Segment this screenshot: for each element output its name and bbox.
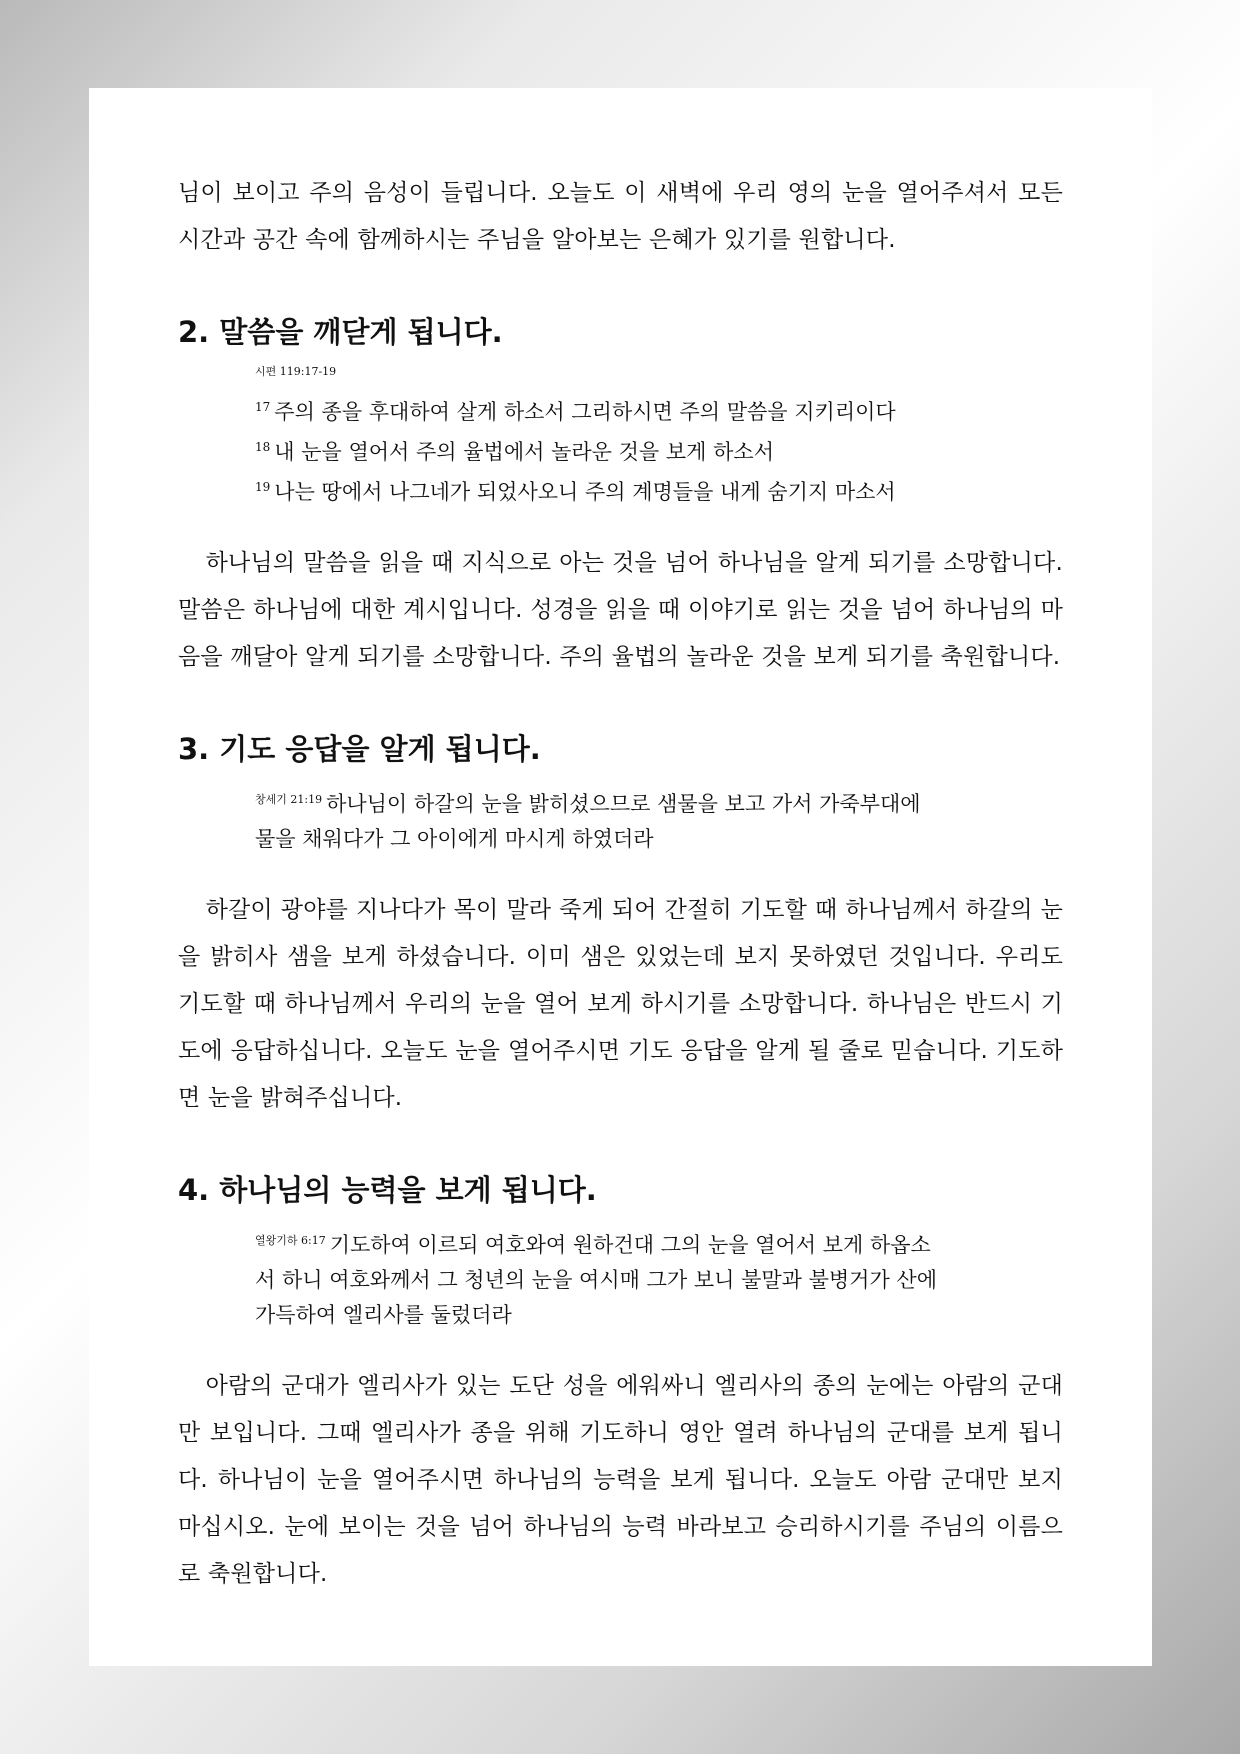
verse-line: [255, 1228, 995, 1263]
section-2-paragraph: 하나님의 말씀을 읽을 때 지식으로 아는 것을 넘어 하나님을 알게 되기를 소망합니다. 말씀은 하나님에 대한 계시입니다. 성경을 읽을 때 이야기로 읽는 것을 넘어 하나님의 마음을 깨달아 알게 되기를 소망합니다. 주의 율법의 놀라운 것을 보게 되기를 축원합니다.: [178, 550, 1063, 670]
verse-text: 기도하여 이르되 여호와여 원하건대 그의 눈을 열어서 보게 하옵소: [329, 1233, 931, 1257]
section-4-scripture-quote: [255, 1228, 995, 1333]
page-content: [178, 170, 1063, 1598]
verse-text: 주의 종을 후대하여 살게 하소서 그리하시면 주의 말씀을 지키리이다: [274, 400, 896, 424]
verse-number: 17: [255, 400, 271, 414]
scripture-reference: 열왕기하 6:17: [255, 1234, 326, 1247]
section-2-heading: 2. 말씀을 깨닫게 됩니다.: [178, 315, 503, 349]
verse-line: 서 하니 여호와께서 그 청년의 눈을 여시매 그가 보니 불말과 불병거가 산에: [255, 1268, 938, 1292]
verse-line: [255, 430, 995, 470]
verse-text: 하나님이 하갈의 눈을 밝히셨으므로 샘물을 보고 가서 가죽부대에: [326, 792, 921, 816]
verse-line: [255, 787, 995, 822]
section-4-paragraph: 아람의 군대가 엘리사가 있는 도단 성을 에워싸니 엘리사의 종의 눈에는 아람의 군대만 보입니다. 그때 엘리사가 종을 위해 기도하니 영안 열려 하나님의 군대를 보게 됩니다. 하나님이 눈을 열어주시면 하나님의 능력을 보게 됩니다. 오늘도 아람 군대만 보지 마십시오. 눈에 보이는 것을 넘어 하나님의 능력 바라보고 승리하시기를 주님의 이름으로 축원합니다.: [178, 1373, 1063, 1587]
verse-number: 18: [255, 440, 271, 454]
verse-line: [255, 390, 995, 430]
verse-line: [255, 470, 995, 510]
section-3-scripture-quote: [255, 787, 995, 857]
section-4-heading: 4. 하나님의 능력을 보게 됩니다.: [178, 1173, 597, 1207]
section-3-heading: 3. 기도 응답을 알게 됩니다.: [178, 732, 541, 766]
scripture-reference: 창세기 21:19: [255, 793, 323, 806]
verse-line: 물을 채워다가 그 아이에게 마시게 하였더라: [255, 827, 654, 851]
verse-number: 19: [255, 480, 271, 494]
verse-text: 내 눈을 열어서 주의 율법에서 놀라운 것을 보게 하소서: [274, 440, 774, 464]
section-2-scripture-quote: [255, 362, 995, 510]
verse-text: 나는 땅에서 나그네가 되었사오니 주의 계명들을 내게 숨기지 마소서: [274, 480, 896, 504]
verse-line: 가득하여 엘리사를 둘렀더라: [255, 1303, 512, 1327]
document-page: [89, 88, 1152, 1666]
scripture-reference: 시편 119:17-19: [255, 365, 337, 378]
intro-paragraph: 님이 보이고 주의 음성이 들립니다. 오늘도 이 새벽에 우리 영의 눈을 열어주셔서 모든 시간과 공간 속에 함께하시는 주님을 알아보는 은혜가 있기를 원합니다.: [178, 180, 1063, 253]
section-3-paragraph: 하갈이 광야를 지나다가 목이 말라 죽게 되어 간절히 기도할 때 하나님께서 하갈의 눈을 밝히사 샘을 보게 하셨습니다. 이미 샘은 있었는데 보지 못하였던 것입니다. 우리도 기도할 때 하나님께서 우리의 눈을 열어 보게 하시기를 소망합니다. 하나님은 반드시 기도에 응답하십니다. 오늘도 눈을 열어주시면 기도 응답을 알게 될 줄로 믿습니다. 기도하면 눈을 밝혀주십니다.: [178, 897, 1063, 1111]
